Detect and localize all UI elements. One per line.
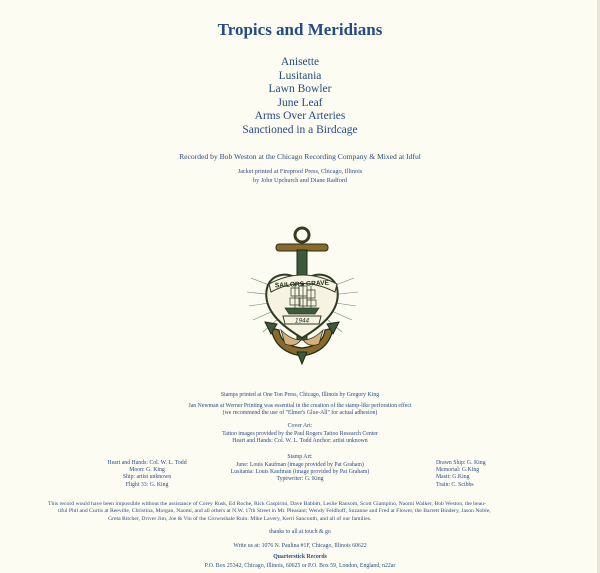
jacket-credit: [0, 168, 600, 185]
mailing-address: Write us at: 1076 N. Paulina #1F, Chicago, Illinois 60622: [233, 543, 367, 549]
recording-credit: Recorded by Bob Weston at the Chicago Recording Company & Mixed at Idful: [179, 152, 421, 161]
track-item: June Leaf: [277, 96, 323, 109]
stamp-art-line: Memorial: G.King: [436, 467, 480, 474]
acknowledgements-line: This record would have been impossible without the assistance of Corey Rusk, Ed Roche, Rick Gaspirini, Dave Babbitt, Leslie Ransom, Scott Giampino, Naomi Walker, Bob Weston, the beau-: [48, 501, 486, 507]
stamp-art-right-credits: [436, 460, 506, 489]
stamp-art-heading: Stamp Art:: [287, 454, 313, 460]
stamp-art-line: Heart and Hands: Col. W. L. Todd: [107, 460, 187, 466]
stamp-art-line: Drawn Ship: G. King: [436, 460, 486, 466]
cover-art-heading: Cover Art:: [287, 423, 313, 429]
stamp-art-line: Lusitania: Louis Kaufman (image provided by Pat Graham): [230, 469, 370, 476]
stamp-art-line: Ship: artist unknown: [122, 474, 172, 481]
stamp-art-line: Moon: G. King: [129, 467, 165, 474]
label-name: Quarterstick Records: [273, 554, 327, 560]
album-title: Tropics and Meridians: [217, 20, 383, 39]
stamp-art-line: June: Louis Kaufman (image provided by Pat Graham): [236, 462, 364, 468]
thanks-closing: thanks to all at touch & go: [269, 529, 331, 535]
perforation-credit: [0, 403, 600, 417]
cover-art-credits: [0, 431, 600, 445]
track-item: Lusitania: [278, 69, 322, 82]
cover-art-line: Tattoo images provided by the Paul Rogers Tattoo Research Center: [222, 431, 378, 437]
track-item: Lawn Bowler: [268, 83, 332, 96]
perforation-credit-line: Jan Newman at Werner Printing was essential in the creation of the stamp-like perforation effect: [188, 403, 412, 409]
acknowledgements-line: tiful Phil and Curtis at Reeville, Christina, Morgan, Naomi, and all others at N.W. 17th Street in Mt. Pleasant; Wendy Feldhoff, Suzanne and Fred at Flower, the Barrett Bindery, Jason Noble,: [58, 508, 491, 515]
stamp-art-line: Typewriter: G. King: [276, 476, 324, 483]
anchor-crown: [297, 352, 307, 364]
track-item: Anisette: [280, 56, 320, 68]
stamps-printed-credit: Stamps printed at One Ton Press, Chicago, Illinois by Gregory King: [220, 392, 380, 398]
banner-text: SAILORS GRAVE: [274, 279, 330, 290]
acknowledgements-line: Greta Ritcher, Driver Jim, Joe & Vin of the Crownshale Ruin: Mike Lavery, Kerri Sanconth, and all of our families.: [108, 515, 372, 522]
jacket-credit-line: by John Upchurch and Diane Radford: [253, 176, 347, 184]
track-item: Sanctioned in a Birdcage: [242, 123, 358, 136]
acknowledgements: [48, 501, 568, 523]
anchor-ring: [295, 228, 309, 242]
jacket-credit-line: Jacket printed at Fireproof Press, Chicago, Illinois: [237, 168, 363, 175]
stamp-art-left-credits: [82, 460, 212, 489]
track-list: [0, 56, 600, 138]
stamp-art-line: Mastt: G.King: [436, 474, 470, 481]
track-item: Arms Over Arteries: [254, 110, 346, 123]
cover-art-line: Heart and Hands: Col. W. L. Todd Anchor: artist unknown: [232, 438, 368, 445]
perforation-credit-line: (we recommend the use of "Elmer's Glue-All" for actual adhesion): [222, 410, 378, 417]
stamp-art-line: Flight 33: G. King: [125, 481, 169, 488]
po-box-address: P.O. Box 25342, Chicago, Illinois, 60625 or P.O. Box 59, London, England, n22ar: [204, 563, 396, 569]
stamp-art-line: Train: C. Scibbs: [436, 481, 474, 488]
anchor-heart-emblem: [245, 226, 360, 366]
year-text: 1944: [294, 317, 310, 325]
